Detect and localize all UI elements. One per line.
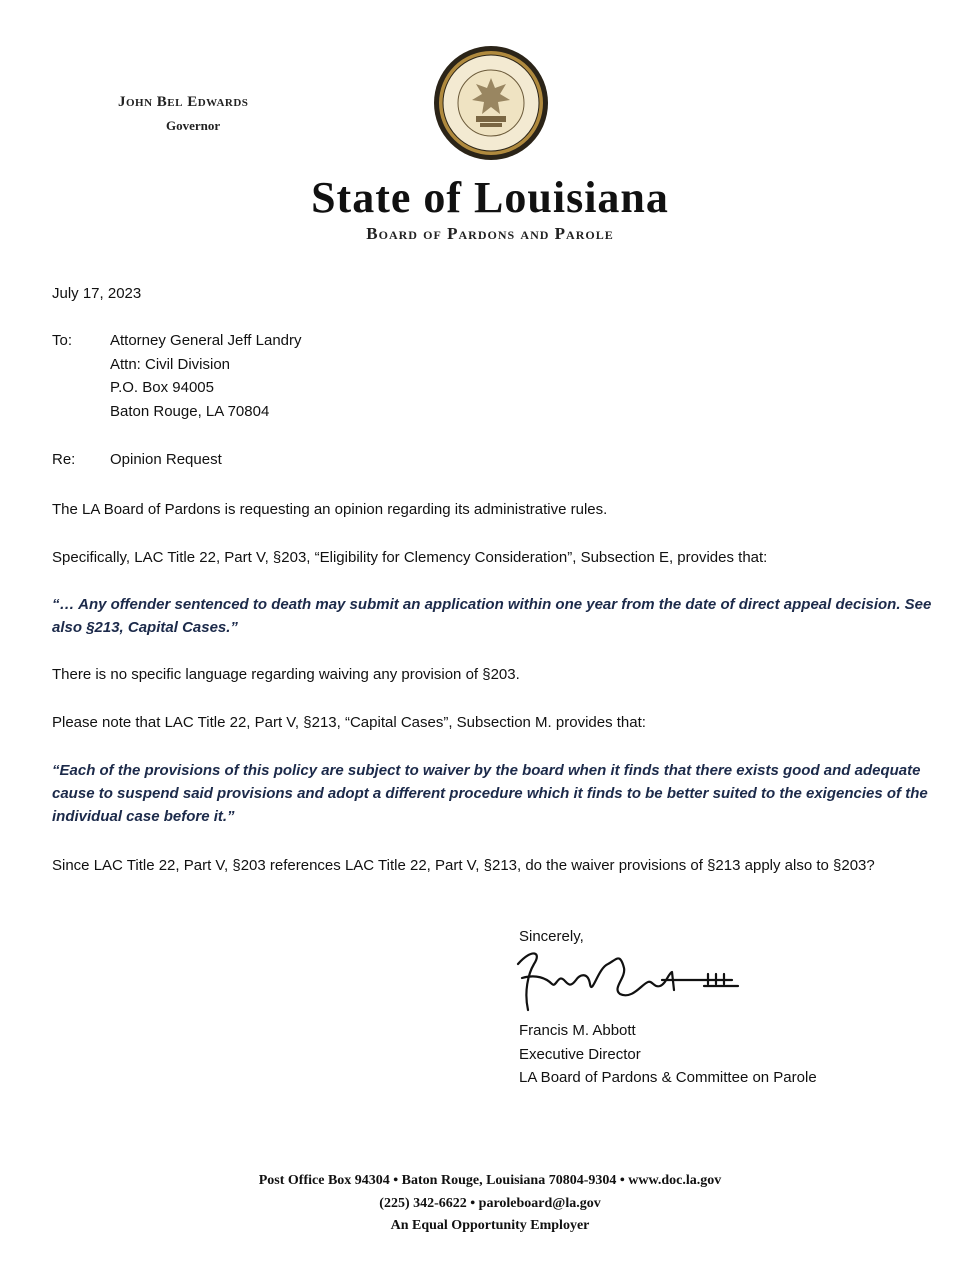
paragraph-no-waiver: There is no specific language regarding waiving any provision of §203. bbox=[52, 666, 520, 683]
signer-title: Executive Director bbox=[519, 1046, 641, 1063]
board-title: Board of Pardons and Parole bbox=[366, 224, 614, 243]
re-label: Re: bbox=[52, 451, 76, 468]
footer-eoe: An Equal Opportunity Employer bbox=[390, 1218, 590, 1233]
signer-name: Francis M. Abbott bbox=[519, 1022, 636, 1039]
paragraph-question: Since LAC Title 22, Part V, §203 references LAC Title 22, Part V, §213, do the waiver provisions of §213 apply also to §203? bbox=[52, 857, 875, 874]
closing: Sincerely, bbox=[519, 928, 584, 945]
to-label: To: bbox=[52, 332, 73, 349]
letter-date: July 17, 2023 bbox=[52, 285, 142, 302]
state-title: State of Louisiana bbox=[311, 173, 669, 222]
to-line: Attn: Civil Division bbox=[110, 356, 231, 373]
governor-title: Governor bbox=[166, 118, 221, 133]
paragraph-section-213: Please note that LAC Title 22, Part V, §213, “Capital Cases”, Subsection M. provides that: bbox=[52, 714, 646, 731]
governor-name: John Bel Edwards bbox=[118, 94, 249, 110]
to-line: P.O. Box 94005 bbox=[110, 379, 214, 396]
footer-contact: (225) 342-6622 • paroleboard@la.gov bbox=[379, 1196, 601, 1211]
paragraph-request: The LA Board of Pardons is requesting an opinion regarding its administrative rules. bbox=[52, 501, 608, 518]
footer-address: Post Office Box 94304 • Baton Rouge, Louisiana 70804-9304 • www.doc.la.gov bbox=[258, 1173, 722, 1188]
to-line: Baton Rouge, LA 70804 bbox=[110, 403, 270, 420]
handwritten-signature-icon bbox=[512, 944, 752, 1016]
re-subject: Opinion Request bbox=[110, 451, 222, 468]
signer-organization: LA Board of Pardons & Committee on Parole bbox=[519, 1069, 817, 1086]
to-line: Attorney General Jeff Landry bbox=[110, 332, 302, 349]
paragraph-section-203: Specifically, LAC Title 22, Part V, §203, “Eligibility for Clemency Consideration”, Subsection E, provides that: bbox=[52, 549, 768, 566]
quote-section-213: “Each of the provisions of this policy are subject to waiver by the board when it finds that there exists good and adequate cause to suspend said provisions and adopt a different procedure which it finds to be better suited to the exigencies of the individual case before it.” bbox=[52, 762, 928, 825]
quote-section-203: “… Any offender sentenced to death may submit an application within one year from the date of direct appeal decision. See also §213, Capital Cases.” bbox=[52, 596, 932, 636]
state-seal-icon bbox=[432, 44, 550, 162]
